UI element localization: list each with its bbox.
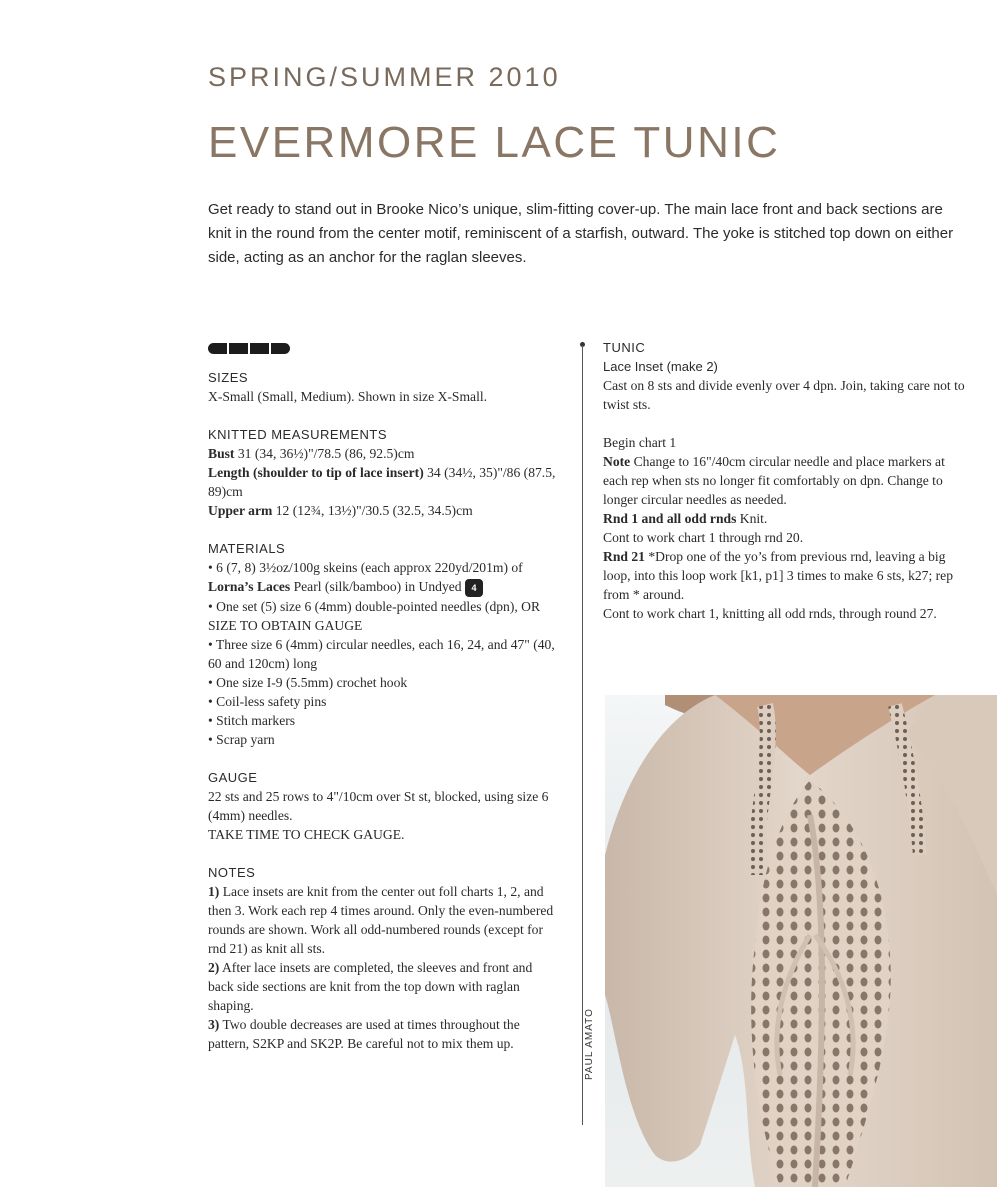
rnd21-body: *Drop one of the yo’s from previous rnd, leaving a big loop, into this loop work [k1, p1] 3 times to make 6 sts, k27; rep from * around. (603, 549, 954, 602)
arm-label: Upper arm (208, 503, 273, 518)
note-label: Note (603, 454, 631, 469)
materials-section (208, 539, 560, 749)
skill-bar (229, 343, 248, 354)
continue-text: Cont to work chart 1, knitting all odd rnds, through round 27. (603, 606, 937, 621)
gauge-heading: GAUGE (208, 769, 258, 785)
pattern-title: EVERMORE LACE TUNIC (208, 118, 781, 167)
skill-bar (208, 343, 227, 354)
continue-text: Cont to work chart 1 through rnd 20. (603, 530, 804, 545)
sizes-section (208, 368, 560, 406)
tunic-section (603, 338, 973, 414)
bust-label: Bust (208, 446, 235, 461)
rnd21-label: Rnd 21 (603, 549, 645, 564)
note-item (208, 958, 560, 1015)
skill-level-indicator (208, 343, 290, 354)
length-value: 34 (34½, 35)"/86 (87.5, 89)cm (208, 465, 556, 499)
photo-credit: PAUL AMATO (584, 1008, 595, 1080)
bust-value: 31 (34, 36½)"/78.5 (86, 92.5)cm (234, 446, 415, 461)
lace-tunic-illustration (605, 695, 997, 1187)
sizes-text: X-Small (Small, Medium). Shown in size X-Small. (208, 389, 488, 404)
rnd21-paragraph (603, 547, 973, 604)
cast-on-text: Cast on 8 sts and divide evenly over 4 dpn. Join, taking care not to twist sts. (603, 378, 965, 412)
note-paragraph (603, 452, 973, 509)
note-item (208, 882, 560, 958)
note-number: 3) (208, 1016, 220, 1032)
skill-bar (271, 343, 290, 354)
intro-paragraph: Get ready to stand out in Brooke Nico’s unique, slim-fitting cover-up. The main lace front and back sections are knit in the round from the center motif, reminiscent of a starfish, outward. The yoke is stitched top down on either side, acting as an anchor for the raglan sleeves. (208, 201, 954, 266)
note-item (208, 1015, 560, 1053)
chart-section (603, 433, 973, 623)
length-measurement (208, 463, 560, 501)
yarn-post: Pearl (silk/bamboo) in Undyed (290, 579, 465, 594)
rnd1-label: Rnd 1 and all odd rnds (603, 511, 737, 526)
material-item: • One size I-9 (5.5mm) crochet hook (208, 674, 408, 690)
tunic-heading: TUNIC (603, 340, 646, 355)
left-column (208, 368, 560, 1072)
rnd1-body: Knit. (736, 511, 768, 526)
rnd1-paragraph (603, 509, 973, 528)
yarn-weight-icon: 4 (465, 579, 483, 597)
season-label: SPRING/SUMMER 2010 (208, 62, 561, 92)
right-column (603, 338, 973, 642)
measurements-heading: KNITTED MEASUREMENTS (208, 427, 388, 442)
gauge-section (208, 768, 560, 844)
arm-value: 12 (12¾, 13½)"/30.5 (32.5, 34.5)cm (272, 503, 473, 518)
gauge-text: 22 sts and 25 rows to 4"/10cm over St st, blocked, using size 6 (4mm) needles. (208, 788, 549, 823)
note-text: Lace insets are knit from the center out foll charts 1, 2, and then 3. Work each rep 4 times around. Only the even-numbered rounds are shown. Work all odd-numbered rounds (except for rnd 21) as knit all sts. (208, 883, 554, 956)
tunic-photo (605, 695, 997, 1187)
yarn-pre: • 6 (7, 8) 3½oz/100g skeins (each approx 220yd/201m) of (208, 560, 523, 575)
note-body: Change to 16"/40cm circular needle and place markers at each rep when sts no longer fit comfortably on dpn. Change to longer circular needles as needed. (603, 454, 945, 507)
note-number: 1) (208, 883, 220, 899)
note-text: After lace insets are completed, the sleeves and front and back side sections are knit from the top down with raglan shaping. (208, 959, 533, 1013)
note-number: 2) (208, 959, 220, 975)
material-item: • Coil-less safety pins (208, 693, 327, 709)
arm-measurement (208, 501, 560, 520)
yarn-brand: Lorna’s Laces (208, 579, 291, 594)
notes-section (208, 863, 560, 1053)
material-item: • One set (5) size 6 (4mm) double-pointed needles (dpn), OR SIZE TO OBTAIN GAUGE (208, 598, 541, 633)
bust-measurement (208, 444, 560, 463)
length-label: Length (shoulder to tip of lace insert) (208, 465, 424, 480)
column-divider (582, 345, 583, 1125)
notes-heading: NOTES (208, 864, 256, 880)
skill-bar (250, 343, 269, 354)
material-item: • Three size 6 (4mm) circular needles, each 16, 24, and 47" (40, 60 and 120cm) long (208, 636, 555, 671)
gauge-check: TAKE TIME TO CHECK GAUGE. (208, 826, 405, 842)
material-item: • Scrap yarn (208, 731, 275, 747)
begin-chart: Begin chart 1 (603, 435, 677, 450)
materials-heading: MATERIALS (208, 541, 286, 556)
material-item: • Stitch markers (208, 712, 296, 728)
yarn-item (208, 558, 560, 597)
tunic-subhead: Lace Inset (make 2) (603, 359, 718, 374)
sizes-heading: SIZES (208, 370, 249, 385)
measurements-section (208, 425, 560, 520)
note-text: Two double decreases are used at times throughout the pattern, S2KP and SK2P. Be careful not to mix them up. (208, 1016, 520, 1051)
